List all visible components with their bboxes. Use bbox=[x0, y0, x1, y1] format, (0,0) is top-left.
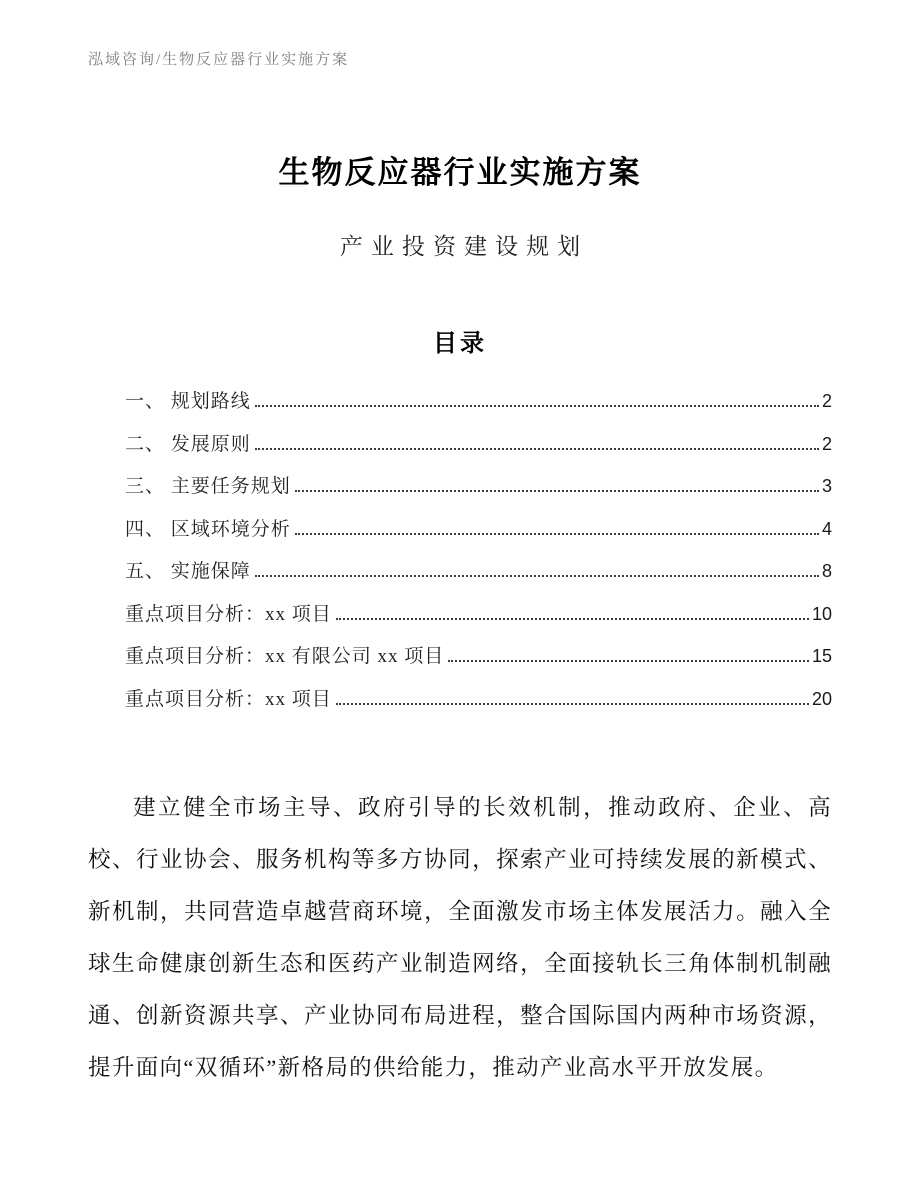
toc-entry-label: 四、 区域环境分析 bbox=[125, 518, 291, 540]
toc-entry[interactable] bbox=[125, 684, 832, 727]
toc-entry-label: 重点项目分析：xx 项目 bbox=[125, 688, 332, 710]
page-header bbox=[88, 48, 832, 69]
toc-leader-dots bbox=[336, 703, 809, 705]
toc-entry[interactable] bbox=[125, 556, 832, 599]
toc-entry[interactable] bbox=[125, 471, 832, 514]
toc-entry-label: 重点项目分析：xx 项目 bbox=[125, 603, 332, 625]
toc-leader-dots bbox=[336, 618, 809, 620]
page-header-text: 泓域咨询/生物反应器行业实施方案 bbox=[88, 52, 350, 68]
toc-entry-label: 三、 主要任务规划 bbox=[125, 476, 291, 497]
toc-entry[interactable] bbox=[125, 599, 832, 642]
toc-entry-page: 20 bbox=[811, 688, 832, 709]
toc-leader-dots bbox=[448, 660, 809, 662]
toc-leader-dots bbox=[255, 575, 819, 577]
toc-entry-label: 重点项目分析：xx 有限公司 xx 项目 bbox=[125, 646, 445, 667]
toc-entry[interactable] bbox=[125, 641, 832, 684]
toc-entry-page: 15 bbox=[811, 646, 832, 666]
toc-leader-dots bbox=[295, 533, 819, 535]
toc-heading: 目录 bbox=[433, 330, 487, 357]
document-subtitle: 产业投资建设规划 bbox=[339, 234, 589, 259]
toc-entry-page: 8 bbox=[821, 561, 832, 581]
toc-list bbox=[88, 386, 832, 726]
body-paragraph: 建立健全市场主导、政府引导的长效机制，推动政府、企业、高校、行业协会、服务机构等多方协同，探索产业可持续发展的新模式、新机制，共同营造卓越营商环境，全面激发市场主体发展活力。融入全球生命健康创新生态和医药产业制造网络，全面接轨长三角体制机制融通、创新资源共享、产业协同布局进程，整合国际国内两种市场资源，提升面向“双循环”新格局的供给能力，推动产业高水平开放发展。 bbox=[88, 795, 832, 1080]
toc-entry-label: 一、 规划路线 bbox=[125, 391, 251, 412]
toc-entry[interactable] bbox=[125, 386, 832, 429]
toc-entry-page: 2 bbox=[821, 433, 832, 454]
toc-entry-page: 3 bbox=[821, 476, 832, 496]
toc-leader-dots bbox=[255, 448, 819, 450]
toc-entry-label: 五、 实施保障 bbox=[125, 561, 251, 582]
toc-entry-page: 2 bbox=[821, 391, 832, 411]
toc-entry-page: 10 bbox=[811, 603, 832, 624]
toc-entry[interactable] bbox=[125, 429, 832, 472]
toc-leader-dots bbox=[255, 405, 819, 407]
toc-entry-page: 4 bbox=[821, 518, 832, 539]
toc-entry-label: 二、 发展原则 bbox=[125, 433, 251, 455]
toc-leader-dots bbox=[295, 490, 819, 492]
document-title: 生物反应器行业实施方案 bbox=[278, 155, 642, 190]
toc-entry[interactable] bbox=[125, 514, 832, 557]
